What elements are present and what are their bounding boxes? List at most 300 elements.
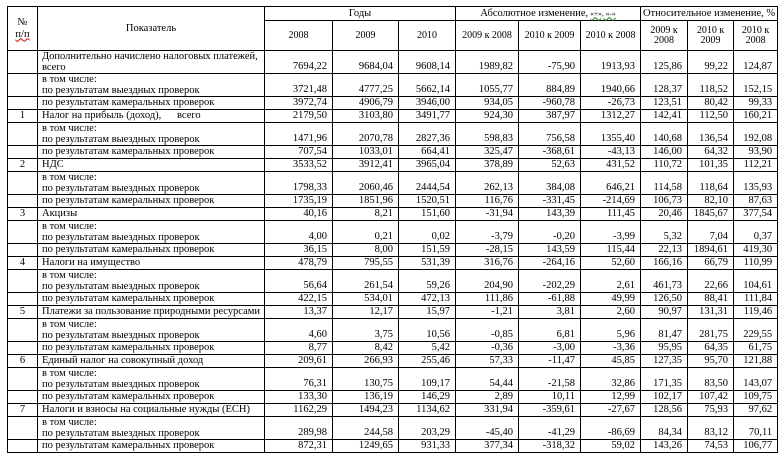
table-row [8, 159, 778, 172]
value-abs-2010-2009: 884,89 [519, 74, 581, 97]
value-2010: 2444,54 [399, 172, 456, 195]
value-2009: 0,21 [333, 221, 399, 244]
value-2010: 1520,51 [399, 195, 456, 208]
value-abs-2010-2008: 5,96 [581, 319, 641, 342]
table-row [8, 270, 778, 293]
value-2009: 1033,01 [333, 146, 399, 159]
value-2009: 12,17 [333, 306, 399, 319]
group-header-years: Годы [265, 7, 456, 21]
value-rel-2010-2009: 136,54 [688, 123, 734, 146]
value-2010: 1134,62 [399, 404, 456, 417]
table-row [8, 342, 778, 355]
value-rel-2009-2008: 142,41 [641, 110, 688, 123]
value-rel-2010-2009: 74,53 [688, 440, 734, 453]
value-abs-2010-2008: 431,52 [581, 159, 641, 172]
row-number [8, 417, 38, 440]
value-2009: 534,01 [333, 293, 399, 306]
value-2010: 5662,14 [399, 74, 456, 97]
col-header-rel-2010-2009: 2010 к 2009 [688, 21, 734, 51]
value-rel-2010-2009: 75,93 [688, 404, 734, 417]
row-label-line1: в том числе: [42, 172, 97, 183]
value-abs-2009-2008: 325,47 [456, 146, 519, 159]
value-rel-2009-2008: 143,26 [641, 440, 688, 453]
table-row [8, 257, 778, 270]
value-abs-2010-2009: -41,29 [519, 417, 581, 440]
row-label-line1: Единый налог на совокупный доход [42, 355, 204, 366]
value-abs-2010-2009: 3,81 [519, 306, 581, 319]
value-2010: 255,46 [399, 355, 456, 368]
value-2009: 1851,96 [333, 195, 399, 208]
row-label-line2: по результатам выездных проверок [42, 134, 200, 145]
value-2008: 1798,33 [265, 172, 333, 195]
row-number [8, 97, 38, 110]
value-2010: 203,29 [399, 417, 456, 440]
value-rel-2010-2008: 419,30 [734, 244, 778, 257]
row-number [8, 195, 38, 208]
value-abs-2009-2008: 54,44 [456, 368, 519, 391]
value-rel-2010-2009: 118,64 [688, 172, 734, 195]
value-rel-2010-2009: 22,66 [688, 270, 734, 293]
value-rel-2010-2009: 64,35 [688, 342, 734, 355]
table-row [8, 146, 778, 159]
row-number [8, 123, 38, 146]
value-rel-2009-2008: 95,95 [641, 342, 688, 355]
row-label-line1: по результатам камеральных проверок [42, 293, 215, 304]
value-rel-2009-2008: 126,50 [641, 293, 688, 306]
value-rel-2010-2008: 143,07 [734, 368, 778, 391]
value-2008: 76,31 [265, 368, 333, 391]
row-label [38, 306, 265, 319]
value-2008: 56,64 [265, 270, 333, 293]
value-rel-2010-2008: 93,90 [734, 146, 778, 159]
group-header-relative-change: Относительное изменение, % [641, 7, 778, 21]
value-abs-2009-2008: 1055,77 [456, 74, 519, 97]
value-rel-2010-2008: 0,37 [734, 221, 778, 244]
row-number [8, 221, 38, 244]
col-header-rel-2009-2008: 2009 к 2008 [641, 21, 688, 51]
row-label-line1: Акцизы [42, 208, 78, 219]
value-rel-2009-2008: 84,34 [641, 417, 688, 440]
value-2009: 2060,46 [333, 172, 399, 195]
col-header-2010: 2010 [399, 21, 456, 51]
value-rel-2009-2008: 5,32 [641, 221, 688, 244]
value-2009: 130,75 [333, 368, 399, 391]
value-abs-2009-2008: 116,76 [456, 195, 519, 208]
table-row [8, 97, 778, 110]
row-label [38, 221, 265, 244]
value-abs-2010-2009: 10,11 [519, 391, 581, 404]
value-2009: 4906,79 [333, 97, 399, 110]
row-label-line1: в том числе: [42, 368, 97, 379]
table-row [8, 293, 778, 306]
value-rel-2010-2008: 106,77 [734, 440, 778, 453]
value-2010: 151,59 [399, 244, 456, 257]
value-rel-2009-2008: 128,56 [641, 404, 688, 417]
col-header-2008: 2008 [265, 21, 333, 51]
table-row [8, 172, 778, 195]
value-2009: 1494,23 [333, 404, 399, 417]
value-rel-2010-2008: 110,99 [734, 257, 778, 270]
value-abs-2009-2008: 377,34 [456, 440, 519, 453]
row-label-line1: Налоги и взносы на социальные нужды (ЕСН) [42, 404, 250, 415]
row-label-line1: в том числе: [42, 270, 97, 281]
value-rel-2009-2008: 22,13 [641, 244, 688, 257]
table-row [8, 368, 778, 391]
col-header-rel-2010-2008: 2010 к 2008 [734, 21, 778, 51]
row-label-line1: в том числе: [42, 319, 97, 330]
value-abs-2010-2008: 646,21 [581, 172, 641, 195]
table-row [8, 51, 778, 74]
value-abs-2010-2009: -359,61 [519, 404, 581, 417]
value-2008: 7694,22 [265, 51, 333, 74]
value-abs-2010-2008: 32,86 [581, 368, 641, 391]
table-row [8, 110, 778, 123]
table-row [8, 123, 778, 146]
value-abs-2010-2008: 1312,27 [581, 110, 641, 123]
table-body [8, 51, 778, 453]
value-2009: 1249,65 [333, 440, 399, 453]
value-2009: 795,55 [333, 257, 399, 270]
row-label-line1: по результатам камеральных проверок [42, 391, 215, 402]
value-2008: 478,79 [265, 257, 333, 270]
value-rel-2009-2008: 128,37 [641, 74, 688, 97]
row-label [38, 97, 265, 110]
table-row [8, 355, 778, 368]
value-2008: 1162,29 [265, 404, 333, 417]
row-label-line2: по результатам выездных проверок [42, 428, 200, 439]
value-2009: 266,93 [333, 355, 399, 368]
value-2010: 10,56 [399, 319, 456, 342]
value-rel-2010-2008: 104,61 [734, 270, 778, 293]
value-2009: 3,75 [333, 319, 399, 342]
value-abs-2010-2009: 756,58 [519, 123, 581, 146]
row-label [38, 293, 265, 306]
row-number: 3 [8, 208, 38, 221]
value-rel-2009-2008: 125,86 [641, 51, 688, 74]
table-row [8, 221, 778, 244]
value-abs-2010-2009: 384,08 [519, 172, 581, 195]
value-abs-2010-2009: -318,32 [519, 440, 581, 453]
value-2010: 59,26 [399, 270, 456, 293]
value-rel-2010-2009: 1845,67 [688, 208, 734, 221]
value-2009: 8,00 [333, 244, 399, 257]
row-number [8, 244, 38, 257]
value-rel-2010-2009: 83,50 [688, 368, 734, 391]
row-label-line2: по результатам выездных проверок [42, 232, 200, 243]
value-2008: 3533,52 [265, 159, 333, 172]
row-label-line1: НДС [42, 159, 64, 170]
value-abs-2010-2008: 111,45 [581, 208, 641, 221]
table-header [8, 7, 778, 51]
row-number: 5 [8, 306, 38, 319]
value-abs-2009-2008: 2,89 [456, 391, 519, 404]
num-header-line2: п/п [15, 28, 30, 40]
value-abs-2010-2008: -214,69 [581, 195, 641, 208]
value-rel-2009-2008: 461,73 [641, 270, 688, 293]
value-abs-2009-2008: -28,15 [456, 244, 519, 257]
value-abs-2009-2008: 204,90 [456, 270, 519, 293]
row-label [38, 391, 265, 404]
value-abs-2010-2009: -3,00 [519, 342, 581, 355]
value-abs-2009-2008: -3,79 [456, 221, 519, 244]
value-rel-2010-2009: 1894,61 [688, 244, 734, 257]
value-2010: 5,42 [399, 342, 456, 355]
row-label [38, 417, 265, 440]
value-2010: 931,33 [399, 440, 456, 453]
value-abs-2010-2008: 115,44 [581, 244, 641, 257]
row-label-line2: по результатам выездных проверок [42, 330, 200, 341]
row-label-line1: Налог на прибыль (доход), всего [42, 110, 201, 121]
value-abs-2010-2008: -27,67 [581, 404, 641, 417]
value-abs-2009-2008: -45,40 [456, 417, 519, 440]
value-abs-2010-2008: 59,02 [581, 440, 641, 453]
row-number: 2 [8, 159, 38, 172]
value-rel-2010-2009: 118,52 [688, 74, 734, 97]
value-rel-2010-2008: 121,88 [734, 355, 778, 368]
value-abs-2010-2009: 143,39 [519, 208, 581, 221]
value-rel-2010-2008: 112,21 [734, 159, 778, 172]
table-row [8, 306, 778, 319]
row-label-line1: Платежи за пользование природными ресурсами [42, 306, 260, 317]
value-rel-2009-2008: 140,68 [641, 123, 688, 146]
row-number [8, 74, 38, 97]
table-row [8, 440, 778, 453]
value-rel-2010-2009: 101,35 [688, 159, 734, 172]
row-label [38, 110, 265, 123]
value-abs-2009-2008: -0,36 [456, 342, 519, 355]
row-label-line1: в том числе: [42, 417, 97, 428]
value-abs-2009-2008: 262,13 [456, 172, 519, 195]
row-number [8, 440, 38, 453]
table-row [8, 404, 778, 417]
row-label [38, 172, 265, 195]
value-rel-2010-2008: 97,62 [734, 404, 778, 417]
row-number [8, 368, 38, 391]
table-row [8, 195, 778, 208]
row-label [38, 270, 265, 293]
value-abs-2009-2008: -1,21 [456, 306, 519, 319]
table-row [8, 417, 778, 440]
value-abs-2009-2008: 57,33 [456, 355, 519, 368]
value-abs-2009-2008: 378,89 [456, 159, 519, 172]
value-2010: 15,97 [399, 306, 456, 319]
value-rel-2010-2009: 99,22 [688, 51, 734, 74]
row-label [38, 146, 265, 159]
value-rel-2010-2009: 95,70 [688, 355, 734, 368]
value-abs-2009-2008: 598,83 [456, 123, 519, 146]
col-header-abs-2010-2009: 2010 к 2009 [519, 21, 581, 51]
value-rel-2010-2009: 82,10 [688, 195, 734, 208]
tax-payments-table [7, 6, 778, 453]
value-2008: 289,98 [265, 417, 333, 440]
value-2010: 2827,36 [399, 123, 456, 146]
value-abs-2010-2008: 1913,93 [581, 51, 641, 74]
value-2008: 40,16 [265, 208, 333, 221]
row-number [8, 146, 38, 159]
abs-group-label: Абсолютное изменение, [480, 7, 589, 19]
table-row [8, 319, 778, 342]
value-rel-2010-2009: 281,75 [688, 319, 734, 342]
row-number [8, 172, 38, 195]
row-label [38, 440, 265, 453]
value-2008: 872,31 [265, 440, 333, 453]
row-label-line2: по результатам выездных проверок [42, 183, 200, 194]
value-rel-2010-2009: 131,31 [688, 306, 734, 319]
col-header-num [8, 7, 38, 51]
value-abs-2010-2009: -960,78 [519, 97, 581, 110]
group-header-absolute-change [456, 7, 641, 21]
row-label [38, 74, 265, 97]
value-2009: 8,21 [333, 208, 399, 221]
value-2010: 3946,00 [399, 97, 456, 110]
value-2008: 13,37 [265, 306, 333, 319]
value-abs-2010-2008: -3,99 [581, 221, 641, 244]
value-rel-2010-2008: 99,33 [734, 97, 778, 110]
value-abs-2009-2008: 924,30 [456, 110, 519, 123]
row-label [38, 51, 265, 74]
value-rel-2009-2008: 127,35 [641, 355, 688, 368]
row-label-line1: по результатам камеральных проверок [42, 244, 215, 255]
row-label-line1: в том числе: [42, 221, 97, 232]
value-2009: 261,54 [333, 270, 399, 293]
row-label-line1: по результатам камеральных проверок [42, 440, 215, 451]
value-rel-2009-2008: 166,16 [641, 257, 688, 270]
col-header-2009: 2009 [333, 21, 399, 51]
value-rel-2009-2008: 110,72 [641, 159, 688, 172]
row-label-line1: по результатам камеральных проверок [42, 342, 215, 353]
value-rel-2010-2009: 80,42 [688, 97, 734, 110]
value-abs-2010-2009: -75,90 [519, 51, 581, 74]
value-2009: 244,58 [333, 417, 399, 440]
value-abs-2010-2008: 2,60 [581, 306, 641, 319]
value-2009: 4777,25 [333, 74, 399, 97]
value-2009: 2070,78 [333, 123, 399, 146]
row-label-line1: в том числе: [42, 123, 97, 134]
row-label [38, 257, 265, 270]
value-2009: 3103,80 [333, 110, 399, 123]
value-abs-2009-2008: -0,85 [456, 319, 519, 342]
value-rel-2010-2008: 160,21 [734, 110, 778, 123]
value-2008: 1471,96 [265, 123, 333, 146]
value-2008: 2179,50 [265, 110, 333, 123]
value-rel-2010-2008: 229,55 [734, 319, 778, 342]
table-row [8, 74, 778, 97]
value-abs-2010-2008: -3,36 [581, 342, 641, 355]
row-label-line1: Дополнительно начислено налоговых платежей, [42, 51, 258, 62]
value-abs-2010-2009: -202,29 [519, 270, 581, 293]
value-rel-2010-2008: 119,46 [734, 306, 778, 319]
table-row [8, 391, 778, 404]
value-abs-2010-2008: 52,60 [581, 257, 641, 270]
value-rel-2010-2008: 111,84 [734, 293, 778, 306]
value-abs-2009-2008: 111,86 [456, 293, 519, 306]
value-rel-2010-2009: 112,50 [688, 110, 734, 123]
value-rel-2009-2008: 106,73 [641, 195, 688, 208]
value-rel-2010-2008: 109,75 [734, 391, 778, 404]
row-label-line2: по результатам выездных проверок [42, 379, 200, 390]
value-abs-2010-2009: -11,47 [519, 355, 581, 368]
value-2010: 0,02 [399, 221, 456, 244]
value-rel-2009-2008: 171,35 [641, 368, 688, 391]
row-number [8, 270, 38, 293]
row-label [38, 404, 265, 417]
value-2010: 531,39 [399, 257, 456, 270]
value-rel-2009-2008: 90,97 [641, 306, 688, 319]
value-2008: 36,15 [265, 244, 333, 257]
value-2008: 3721,48 [265, 74, 333, 97]
value-abs-2009-2008: 316,76 [456, 257, 519, 270]
value-2008: 209,61 [265, 355, 333, 368]
row-number [8, 319, 38, 342]
value-abs-2010-2009: -61,88 [519, 293, 581, 306]
value-2008: 1735,19 [265, 195, 333, 208]
num-header-line1: № [17, 16, 28, 28]
row-label [38, 319, 265, 342]
table-row [8, 208, 778, 221]
value-2008: 133,30 [265, 391, 333, 404]
value-rel-2009-2008: 20,46 [641, 208, 688, 221]
row-label [38, 195, 265, 208]
value-2008: 422,15 [265, 293, 333, 306]
row-label [38, 342, 265, 355]
row-label [38, 368, 265, 391]
col-header-indicator: Показатель [38, 7, 265, 51]
row-number: 4 [8, 257, 38, 270]
value-rel-2010-2008: 61,75 [734, 342, 778, 355]
value-2008: 707,54 [265, 146, 333, 159]
row-number: 1 [8, 110, 38, 123]
value-rel-2010-2008: 70,11 [734, 417, 778, 440]
value-abs-2010-2008: -86,69 [581, 417, 641, 440]
value-abs-2009-2008: -31,94 [456, 208, 519, 221]
value-rel-2009-2008: 123,51 [641, 97, 688, 110]
value-abs-2009-2008: 1989,82 [456, 51, 519, 74]
value-abs-2010-2009: 52,63 [519, 159, 581, 172]
value-2010: 472,13 [399, 293, 456, 306]
table-row [8, 244, 778, 257]
value-2009: 3912,41 [333, 159, 399, 172]
row-label [38, 244, 265, 257]
value-2008: 4,00 [265, 221, 333, 244]
row-number [8, 391, 38, 404]
row-label [38, 159, 265, 172]
row-number: 6 [8, 355, 38, 368]
value-2008: 4,60 [265, 319, 333, 342]
value-2008: 3972,74 [265, 97, 333, 110]
value-abs-2010-2008: 49,99 [581, 293, 641, 306]
value-abs-2010-2009: -0,20 [519, 221, 581, 244]
value-rel-2010-2009: 64,32 [688, 146, 734, 159]
value-2009: 8,42 [333, 342, 399, 355]
value-abs-2010-2009: -331,45 [519, 195, 581, 208]
value-rel-2009-2008: 81,47 [641, 319, 688, 342]
row-number [8, 342, 38, 355]
value-2010: 664,41 [399, 146, 456, 159]
value-2009: 9684,04 [333, 51, 399, 74]
value-2010: 146,29 [399, 391, 456, 404]
row-label [38, 355, 265, 368]
value-rel-2010-2008: 135,93 [734, 172, 778, 195]
col-header-abs-2010-2008: 2010 к 2008 [581, 21, 641, 51]
value-abs-2010-2009: 6,81 [519, 319, 581, 342]
abs-group-note: «+», «-» [590, 8, 616, 18]
value-rel-2010-2009: 7,04 [688, 221, 734, 244]
value-rel-2010-2009: 83,12 [688, 417, 734, 440]
row-label-line1: по результатам камеральных проверок [42, 195, 215, 206]
value-abs-2009-2008: 331,94 [456, 404, 519, 417]
value-abs-2010-2009: 387,97 [519, 110, 581, 123]
value-2010: 109,17 [399, 368, 456, 391]
